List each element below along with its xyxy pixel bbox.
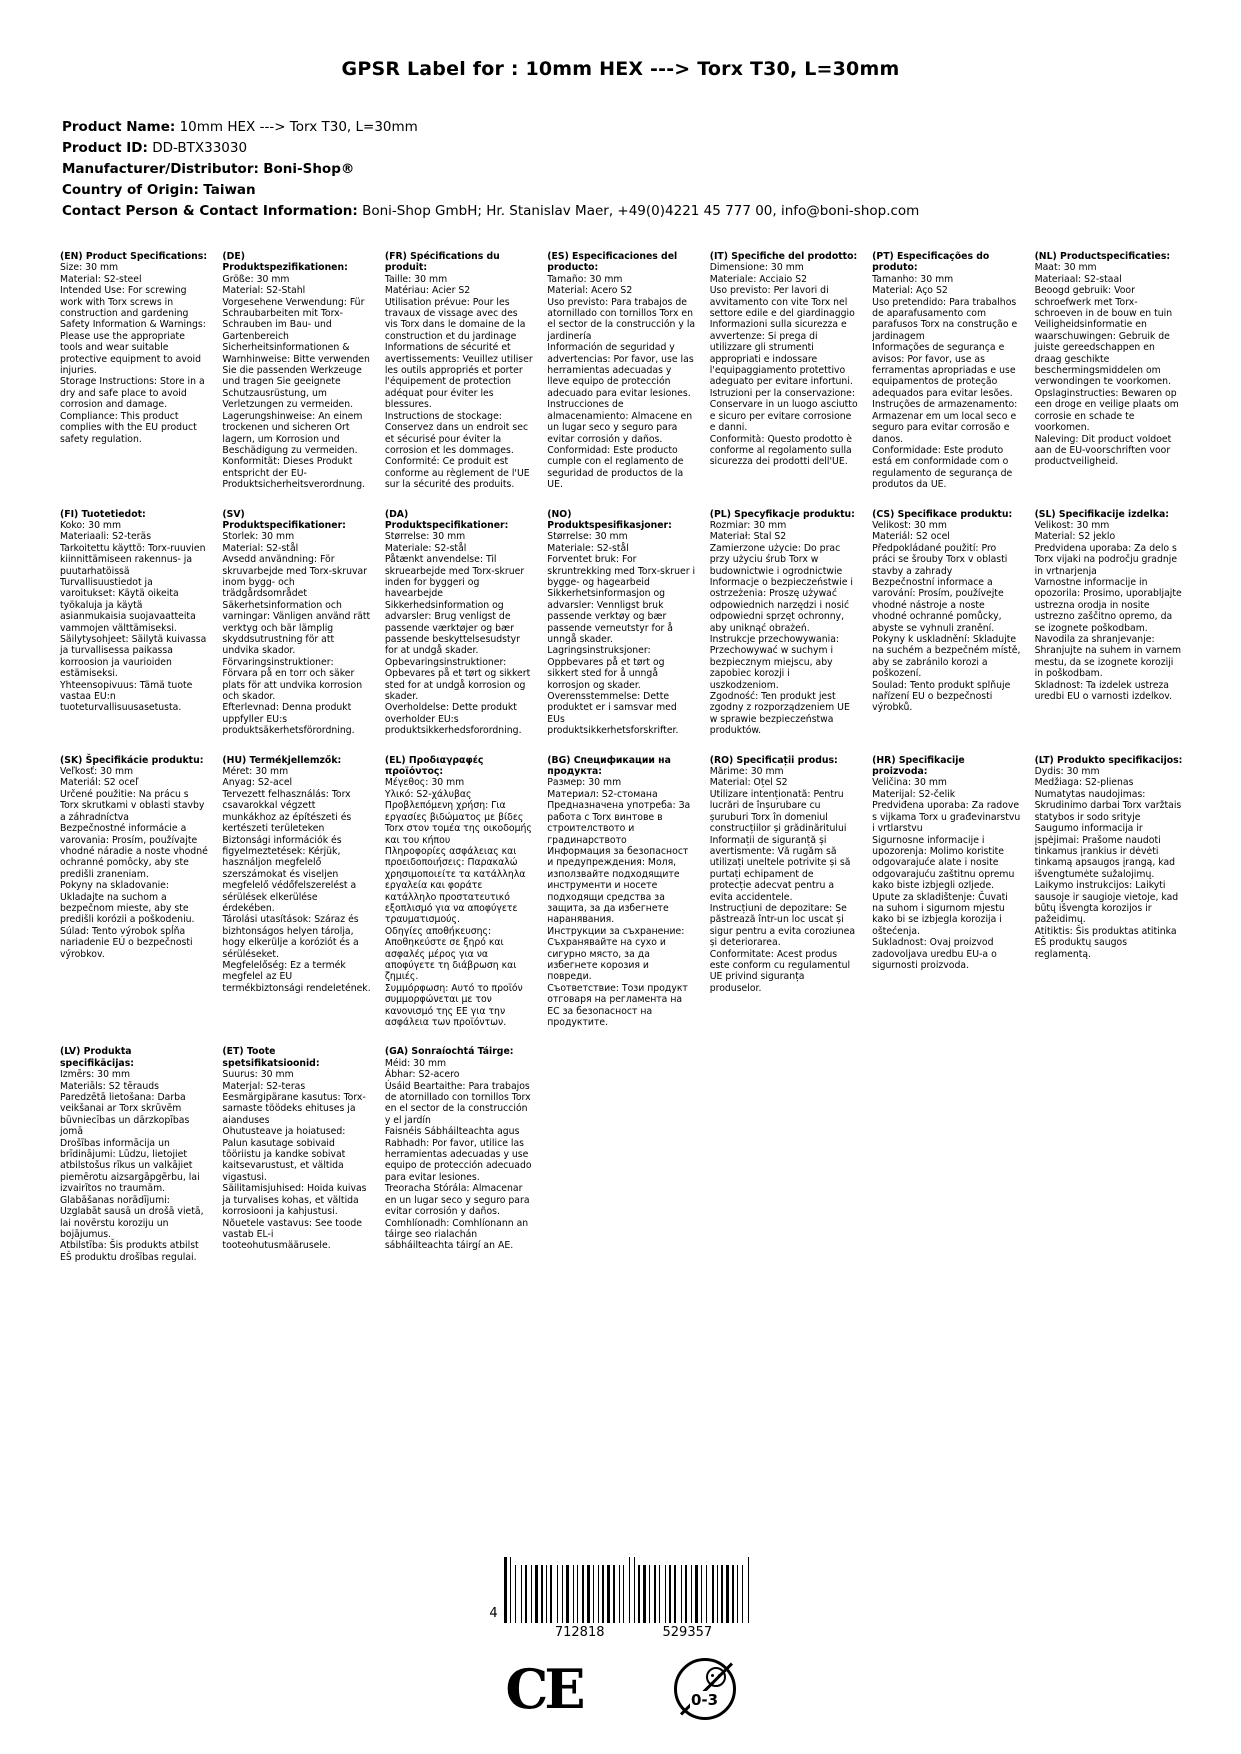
spec-paragraph: Rozmiar: 30 mm	[709, 519, 787, 531]
spec-column	[385, 1046, 533, 1263]
spec-paragraph: Opslaginstructies: Bewaren op een droge en veilige plaats om corrosie en schade te voorkomen.	[1034, 387, 1179, 434]
spec-column-body	[60, 766, 208, 960]
spec-column-body	[872, 777, 1020, 971]
spec-column	[222, 509, 370, 737]
spec-paragraph: Varnostne informacije in opozorila: Prosimo, uporabljajte ustrezna orodja in nosite ustrezno zaščitno opremo, da se izognete poškodbam.	[1034, 576, 1182, 634]
spec-paragraph: Förvaringsinstruktioner: Förvara på en torr och säker plats för att undvika korrosion och skador.	[222, 656, 363, 703]
spec-column-heading: (PL) Specyfikacje produktu:	[709, 508, 855, 520]
spec-column-heading: (HU) Termékjellemzők:	[222, 754, 342, 766]
spec-paragraph: Conformità: Questo prodotto è conforme al regolamento sulla sicurezza dei prodotti dell'UE.	[709, 433, 852, 468]
spec-column-body	[385, 1058, 533, 1252]
spec-column-heading: (FI) Tuotetiedot:	[60, 508, 146, 520]
spec-column-heading: (DE) Produktspezifikationen:	[222, 251, 348, 274]
compliance-symbols	[0, 1658, 1241, 1720]
barcode-bars	[504, 1565, 752, 1623]
spec-paragraph: Materiale: S2-stål	[547, 542, 629, 554]
spec-paragraph: Instrucțiuni de depozitare: Se păstrează într-un loc uscat și sigur pentru a evita coroziunea și deteriorarea.	[709, 902, 856, 949]
spec-column	[547, 251, 695, 491]
spec-paragraph: Navodila za shranjevanje: Shranjujte na suhem in varnem mestu, da se izognete koroziji in poškodbam.	[1034, 634, 1182, 680]
spec-paragraph: Instrucciones de almacenamiento: Almacene en un lugar seco y seguro para evitar corrosión y daños.	[547, 399, 693, 445]
spec-paragraph: Πληροφορίες ασφάλειας και προειδοποιήσεις: Παρακαλώ χρησιμοποιείτε τα κατάλληλα εργαλεία και φοράτε κατάλληλο προστατευτικό εξοπλισμό για να αποφύγετε τραυματισμούς.	[384, 845, 526, 926]
spec-column-heading: (PT) Especificações do produto:	[872, 251, 990, 274]
spec-column-heading: (IT) Specifiche del prodotto:	[709, 251, 858, 262]
spec-paragraph: Veľkosť: 30 mm	[60, 766, 134, 778]
spec-paragraph: Dydis: 30 mm	[1034, 766, 1100, 778]
spec-paragraph: Materjal: S2-teras	[222, 1080, 306, 1092]
spec-paragraph: Méret: 30 mm	[222, 766, 289, 778]
spec-column-heading: (GA) Sonraíochtá Táirge:	[384, 1046, 514, 1058]
spec-column-body	[60, 1069, 208, 1263]
spec-paragraph: Saugumo informacija ir įspėjimai: Prašome naudoti tinkamus įrankius ir dėvėti tinkamą apsaugos įrangą, kad išvengtumėte sužalojimų.	[1034, 823, 1176, 880]
meta-value: Taiwan	[203, 182, 256, 198]
spec-column	[385, 509, 533, 737]
spec-column-body	[710, 262, 858, 467]
meta-value: DD-BTX33030	[152, 140, 248, 156]
spec-column-heading: (EL) Προδιαγραφές προϊόντος:	[384, 754, 484, 778]
spec-column	[1035, 509, 1183, 737]
spec-paragraph: Compliance: This product complies with the EU product safety regulation.	[60, 410, 197, 445]
spec-paragraph: Материал: S2-стомана	[547, 788, 658, 800]
spec-paragraph: Predviđena uporaba: Za radove s vijkama Torx u građevinarstvu i vrtlarstvu	[872, 800, 1021, 835]
spec-column-body	[222, 531, 370, 736]
spec-paragraph: Sigurnosne informacije i upozorenja: Molimo koristite odgovarajuće alate i nosite odgovarajuću zaštitnu opremu kako biste izbjegli ozljede.	[872, 834, 1015, 892]
spec-paragraph: Tárolási utasítások: Száraz és bizhtonságos helyen tárolja, hogy elkerülje a koróziót és a sérüléseket.	[222, 914, 359, 960]
spec-paragraph: Material: Oțel S2	[709, 777, 788, 789]
spec-paragraph: Vorgesehene Verwendung: Für Schraubarbeiten mit Torx-Schrauben im Bau- und Gartenbereich	[222, 296, 365, 342]
spec-paragraph: Predvidena uporaba: Za delo s Torx vijaki na področju gradnje in vrtnarjenja	[1034, 542, 1178, 577]
spec-paragraph: Materiale: S2-stål	[384, 542, 467, 554]
meta-value: Boni-Shop GmbH; Hr. Stanislav Maer, +49(0)4221 45 777 00, info@boni-shop.com	[362, 203, 920, 219]
spec-column-heading: (SL) Specifikacije izdelka:	[1034, 508, 1169, 520]
spec-column	[710, 251, 858, 491]
spec-paragraph: Размер: 30 mm	[547, 777, 622, 789]
language-specifications-grid	[60, 251, 1183, 1263]
spec-column	[872, 755, 1020, 1029]
spec-paragraph: Yhteensopivuus: Tämä tuote vastaa EU:n tuoteturvallisuusasetusta.	[60, 679, 193, 714]
meta-row	[62, 118, 1183, 137]
meta-label: Country of Origin:	[62, 182, 199, 198]
product-meta-block	[62, 118, 1183, 221]
spec-paragraph: Uso previsto: Per lavori di avvitamento con vite Torx nel settore edile e del giardinaggio	[709, 285, 855, 320]
spec-paragraph: Materiāls: S2 tērauds	[60, 1080, 159, 1092]
spec-paragraph: Drošības informācija un brīdinājumi: Lūdzu, lietojiet atbilstošus rīkus un valkājiet piemērotu aizsargāpgērbu, lai izvairītos no traumām.	[60, 1137, 200, 1195]
spec-paragraph: Informazioni sulla sicurezza e avvertenze: Si prega di utilizzare gli strumenti appropriati e indossare l'equipaggiamento protettivo adeguato per evitare infortuni.	[709, 319, 853, 388]
age-warning-icon	[674, 1658, 736, 1720]
spec-paragraph: Skladnost: Ta izdelek ustreza uredbi EU o varnosti izdelkov.	[1034, 679, 1173, 703]
meta-row	[62, 181, 1183, 200]
spec-column	[1035, 755, 1183, 1029]
spec-column-heading: (LT) Produkto specifikacijos:	[1034, 754, 1183, 766]
spec-paragraph: Faisnéis Sábháilteachta agus Rabhadh: Por favor, utilice las herramientas adecuadas y use equipo de protección adecuado para evitar lesiones.	[384, 1126, 532, 1183]
spec-paragraph: Storlek: 30 mm	[222, 531, 295, 543]
spec-paragraph: Úsáid Beartaithe: Para trabajos de atornillado con tornillos Torx en el sector de la construcción y el jardín	[384, 1080, 531, 1126]
spec-paragraph: Material: S2 jeklo	[1034, 531, 1116, 543]
spec-paragraph: Izmērs: 30 mm	[60, 1069, 131, 1081]
spec-column-body	[222, 274, 370, 491]
spec-paragraph: Προβλεπόμενη χρήση: Για εργασίες βιδώματος με βίδες Torx στον τομέα της οικοδομής και του κήπου	[384, 800, 532, 846]
meta-label: Contact Person & Contact Information:	[62, 203, 358, 219]
meta-value: Boni-Shop®	[263, 161, 355, 177]
spec-paragraph: Storage Instructions: Store in a dry and safe place to avoid corrosion and damage.	[60, 376, 205, 411]
spec-column	[60, 251, 208, 491]
spec-paragraph: Utilizare intenționată: Pentru lucrări de înșurubare cu șuruburi Torx în domeniul construcțiilor și grădinăritului	[709, 788, 847, 835]
spec-column-heading: (NL) Productspecificaties:	[1034, 251, 1171, 262]
spec-paragraph: Turvallisuustiedot ja varoitukset: Käytä oikeita työkaluja ja käytä asianmukaisia suojavaatteita vammojen välttämiseksi.	[60, 576, 196, 634]
spec-paragraph: Sikkerhedsinformation og advarsler: Brug venligst de passende værktøjer og bær passende beskyttelsesudstyr for at undgå skader.	[384, 599, 520, 657]
spec-column-heading: (BG) Спецификации на продукта:	[547, 754, 671, 778]
spec-column-heading: (FR) Spécifications du produit:	[384, 251, 500, 274]
spec-paragraph: Lagringsinstruksjoner: Oppbevares på et tørt og sikkert sted for å unngå korrosjon og skader.	[547, 645, 665, 691]
spec-paragraph: Tervezett felhasználás: Torx csavarokkal végzett munkákhoz az építészeti és kertészeti területeken	[222, 788, 352, 835]
spec-paragraph: Μέγεθος: 30 mm	[384, 777, 465, 789]
spec-paragraph: Material: S2-Stahl	[222, 285, 306, 297]
spec-paragraph: Informations de sécurité et avertissements: Veuillez utiliser les outils appropriés et porter l'équipement de protection adéquat pour éviter les blessures.	[384, 342, 533, 411]
spec-paragraph: Instructions de stockage: Conservez dans un endroit sec et sécurisé pour éviter la corrosion et les dommages.	[384, 410, 529, 456]
spec-paragraph: Istruzioni per la conservazione: Conservare in un luogo asciutto e sicuro per evitare corrosione e danni.	[709, 387, 858, 434]
spec-paragraph: Størrelse: 30 mm	[547, 531, 628, 543]
spec-paragraph: Größe: 30 mm	[222, 273, 290, 285]
spec-column-body	[710, 766, 858, 994]
spec-paragraph: Medžiaga: S2-plienas	[1034, 777, 1134, 789]
spec-paragraph: Material: Acero S2	[547, 285, 633, 297]
spec-column-body	[222, 1069, 370, 1252]
spec-paragraph: Naleving: Dit product voldoet aan de EU-voorschriften voor productveiligheid.	[1034, 433, 1172, 468]
spec-column	[60, 1046, 208, 1263]
spec-paragraph: Soulad: Tento produkt splňuje nařízení EU o bezpečnosti výrobků.	[872, 679, 1011, 714]
spec-paragraph: Suurus: 30 mm	[222, 1069, 294, 1081]
spec-paragraph: Zamierzone użycie: Do prac przy użyciu śrub Torx w budownictwie i ogrodnictwie	[709, 542, 843, 577]
spec-paragraph: Maat: 30 mm	[1034, 262, 1097, 274]
spec-paragraph: Съответствие: Този продукт отговаря на регламента на ЕС за безопасност на продуктите.	[547, 982, 688, 1028]
spec-paragraph: Conformitate: Acest produs este conform cu regulamentul UE privind siguranța produselor.	[709, 948, 851, 994]
spec-column-body	[710, 520, 858, 737]
barcode-group-left: 712818	[554, 1625, 605, 1640]
spec-column-body	[222, 766, 370, 994]
spec-paragraph: Taille: 30 mm	[384, 273, 448, 285]
spec-paragraph: Materiał: Stal S2	[709, 531, 787, 543]
spec-paragraph: Opbevaringsinstruktioner: Opbevares på et tørt og sikkert sted for at undgå korrosion og skader.	[384, 656, 531, 703]
spec-paragraph: Materiál: S2 ocel	[872, 531, 950, 543]
spec-column-heading: (HR) Specifikacije proizvoda:	[872, 754, 965, 778]
spec-paragraph: Uso previsto: Para trabajos de atornillado con tornillos Torx en el sector de la construcción y la jardinería	[547, 296, 696, 342]
spec-paragraph: Informacje o bezpieczeństwie i ostrzeżenia: Proszę używać odpowiednich narzędzi i nosić odpowiedni sprzęt ochronny, aby uniknąć obrażeń.	[709, 576, 853, 634]
spec-paragraph: Conformidade: Este produto está em conformidade com o regulamento de segurança de produtos da UE.	[872, 444, 1013, 491]
spec-paragraph: Treoracha Stórála: Almacenar en un lugar seco y seguro para evitar corrosión y daños.	[384, 1183, 530, 1218]
spec-paragraph: Påtænkt anvendelse: Til skruearbejde med Torx-skruer inden for byggeri og havearbejde	[384, 554, 525, 600]
spec-column	[710, 755, 858, 1029]
spec-paragraph: Overholdelse: Dette produkt overholder EU:s produktsikkerhedsforordning.	[384, 702, 522, 737]
spec-column	[710, 509, 858, 737]
spec-column-body	[547, 777, 695, 1028]
spec-paragraph: Tarkoitettu käyttö: Torx-ruuvien kiinnittämiseen rakennus- ja puutarhatöissä	[60, 542, 206, 577]
spec-column-body	[547, 274, 695, 491]
spec-paragraph: Информация за безопасност и предупреждения: Моля, използвайте подходящите инструменти и носете подходящи средства за защита, за да избегнете наранявания.	[547, 845, 689, 926]
spec-paragraph: Laikymo instrukcijos: Laikyti sausoje ir saugioje vietoje, kad būtų išvengta korozijos ir pažeidimų.	[1034, 880, 1179, 926]
spec-paragraph: Sicherheitsinformationen & Warnhinweise: Bitte verwenden Sie die passenden Werkzeuge und tragen Sie geeignete Schutzausrüstung, um Verletzungen zu vermeiden.	[222, 342, 370, 411]
spec-column	[222, 251, 370, 491]
spec-paragraph: Konformität: Dieses Produkt entspricht der EU-Produktsicherheitsverordnung.	[222, 456, 366, 491]
spec-paragraph: Предназначена употреба: За работа с Torx винтове в строителството и градинарството	[547, 800, 691, 846]
barcode-lead-digit: 4	[489, 1606, 498, 1621]
spec-column	[60, 755, 208, 1029]
spec-paragraph: Инструкции за съхранение: Съхранявайте на сухо и сигурно място, за да избегнете корозия и повреди.	[547, 925, 685, 983]
spec-column-heading: (ES) Especificaciones del producto:	[547, 251, 678, 274]
barcode-group-right: 529357	[662, 1625, 713, 1640]
spec-paragraph: Bezpečnostní informace a varování: Prosím, používejte vhodné nástroje a noste vhodné ochranné pomůcky, abyste se vyhnuli zranění.	[872, 576, 1004, 634]
spec-paragraph: Velikost: 30 mm	[1034, 519, 1110, 531]
spec-paragraph: Méid: 30 mm	[384, 1057, 447, 1069]
meta-label: Manufacturer/Distributor:	[62, 161, 259, 177]
spec-paragraph: Megfelelőség: Ez a termék megfelel az EU termékbiztonsági rendeletének.	[222, 959, 371, 994]
spec-column-heading: (RO) Specificații produs:	[709, 754, 838, 766]
spec-paragraph: Conformité: Ce produit est conforme au règlement de l'UE sur la sécurité des produits.	[384, 456, 530, 491]
spec-paragraph: Veiligheidsinformatie en waarschuwingen: Gebruik de juiste gereedschappen en draag geschikte beschermingsmiddelen om verwondingen te voorkomen.	[1034, 319, 1172, 388]
spec-paragraph: Zgodność: Ten produkt jest zgodny z rozporządzeniem UE w sprawie bezpieczeństwa produktów.	[709, 691, 850, 737]
spec-column	[222, 755, 370, 1029]
spec-paragraph: Veličina: 30 mm	[872, 777, 947, 789]
age-warning-label: 0-3	[691, 1691, 719, 1709]
meta-row	[62, 202, 1183, 221]
meta-value: 10mm HEX ---> Torx T30, L=30mm	[179, 119, 418, 135]
spec-column	[547, 755, 695, 1029]
spec-column	[547, 509, 695, 737]
spec-paragraph: Numatytas naudojimas: Skrudinimo darbai Torx varžtais statybos ir sodo srityje	[1034, 788, 1182, 823]
spec-column	[872, 251, 1020, 491]
spec-paragraph: Lagerungshinweise: An einem trockenen und sicheren Ort lagern, um Korrosion und Beschädigung zu vermeiden.	[222, 410, 363, 456]
spec-paragraph: Intended Use: For screwing work with Torx screws in construction and gardening	[60, 285, 189, 320]
spec-paragraph: Overensstemmelse: Dette produktet er i samsvar med EUs produktsikkerhetsforskrifter.	[547, 691, 679, 737]
spec-column-body	[1035, 766, 1183, 960]
spec-paragraph: Anyag: S2-acel	[222, 777, 293, 789]
spec-paragraph: Størrelse: 30 mm	[384, 531, 466, 543]
spec-paragraph: Material: Aço S2	[872, 285, 948, 297]
spec-paragraph: Bezpečnostné informácie a varovania: Prosím, používajte vhodné náradie a noste vhodné ochranné pomôcky, aby ste predišli zraneniam.	[60, 823, 208, 880]
meta-label: Product Name:	[62, 119, 176, 135]
spec-paragraph: Avsedd användning: För skruvarbejde med Torx-skruvar inom bygg- och trädgårdsområdet	[222, 554, 367, 600]
spec-paragraph: Mărime: 30 mm	[709, 766, 784, 778]
spec-paragraph: Velikost: 30 mm	[872, 519, 947, 531]
spec-paragraph: Conformidad: Este producto cumple con el reglamento de seguridad de productos de la UE.	[547, 444, 684, 491]
spec-paragraph: Materijal: S2-čelik	[872, 788, 956, 800]
spec-paragraph: Upute za skladištenje: Čuvati na suhom i sigurnom mjestu kako bi se izbjegla korozija i oštećenja.	[872, 891, 1008, 937]
spec-paragraph: Säkerhetsinformation och varningar: Vänligen använd rätt verktyg och bär lämplig skyddsutrustning för att undvika skador.	[222, 599, 371, 657]
spec-paragraph: Tamanho: 30 mm	[872, 273, 954, 285]
spec-paragraph: Ohutusteave ja hoiatused: Palun kasutage sobivaid tööriistu ja kandke sobivat kaitsevarustust, et vältida vigastusi.	[222, 1126, 346, 1183]
spec-paragraph: Materiaal: S2-staal	[1034, 273, 1122, 285]
spec-paragraph: Glabāšanas norādījumi: Uzglabāt sausā un drošā vietā, lai novērstu koroziju un bojājumus.	[60, 1194, 204, 1240]
spec-column-heading: (ET) Toote spetsifikatsioonid:	[222, 1046, 320, 1069]
spec-paragraph: Materiál: S2 oceľ	[60, 777, 139, 789]
spec-paragraph: Beoogd gebruik: Voor schroefwerk met Torx-schroeven in de bouw en tuin	[1034, 285, 1173, 320]
spec-paragraph: Efterlevnad: Denna produkt uppfyller EU:s produktsäkerhetsförordning.	[222, 702, 355, 737]
spec-paragraph: Biztonsági információk és figyelmeztetések: Kérjük, használjon megfelelő szerszámokat és viseljen megfelelő védőfelszerelést a sérülések elkerülése érdekében.	[222, 834, 357, 914]
spec-paragraph: Informações de segurança e avisos: Por favor, use as ferramentas apropriadas e use equipamentos de proteção adequados para evitar lesões.	[872, 342, 1016, 399]
page-title: GPSR Label for : 10mm HEX ---> Torx T30, L=30mm	[341, 58, 900, 80]
spec-paragraph: Dimensione: 30 mm	[709, 262, 804, 274]
spec-paragraph: Ábhar: S2-acero	[384, 1069, 460, 1081]
spec-paragraph: Paredzētā lietošana: Darba veikšanai ar Torx skrūvēm būvniecības un dārzkopības jomā	[60, 1092, 190, 1138]
spec-column	[60, 509, 208, 737]
spec-paragraph: Υλικό: S2-χάλυβας	[384, 788, 472, 800]
spec-paragraph: Instrukcje przechowywania: Przechowywać w suchym i bezpiecznym miejscu, aby zapobiec korozji i uszkodzeniom.	[709, 634, 840, 691]
barcode-numbers	[0, 1625, 1241, 1640]
spec-column-heading: (CS) Specifikace produktu:	[872, 508, 1013, 520]
spec-paragraph: Koko: 30 mm	[60, 519, 122, 531]
spec-paragraph: Materiale: Acciaio S2	[709, 273, 808, 285]
spec-column-body	[1035, 262, 1183, 467]
spec-paragraph: Uso pretendido: Para trabalhos de aparafusamento com parafusos Torx na construção e jardinagem	[872, 296, 1018, 342]
spec-column-heading: (DA) Produktspecifikationer:	[384, 508, 509, 531]
spec-column-body	[872, 274, 1020, 491]
meta-row	[62, 160, 1183, 179]
spec-column	[385, 755, 533, 1029]
spec-paragraph: Atbilstība: Šis produkts atbilst EŠ produktu drošības regulai.	[60, 1240, 199, 1263]
spec-column	[872, 509, 1020, 737]
spec-column-body	[547, 531, 695, 736]
spec-paragraph: Utilisation prévue: Pour les travaux de vissage avec des vis Torx dans le domaine de la construction et du jardinage	[384, 296, 526, 342]
ce-mark-icon: CE	[505, 1657, 582, 1721]
spec-column-heading: (EN) Product Specifications:	[60, 251, 208, 262]
spec-paragraph: Tamaño: 30 mm	[547, 273, 623, 285]
spec-paragraph: Materiaali: S2-teräs	[60, 531, 152, 543]
spec-paragraph: Safety Information & Warnings: Please use the appropriate tools and wear suitable protective equipment to avoid injuries.	[60, 319, 206, 377]
spec-column-body	[385, 531, 533, 736]
meta-label: Product ID:	[62, 140, 148, 156]
spec-paragraph: Συμμόρφωση: Αυτό το προϊόν συμμορφώνεται με τον κανονισμό της ΕΕ για την ασφάλεια των προϊόντων.	[384, 982, 523, 1028]
spec-column	[385, 251, 533, 491]
spec-paragraph: Säilitamisjuhised: Hoida kuivas ja turvalises kohas, et vältida korrosiooni ja kahjustusi.	[222, 1183, 367, 1218]
spec-column-body	[60, 520, 208, 714]
spec-paragraph: Säilytysohjeet: Säilytä kuivassa ja turvallisessa paikassa korroosion ja vaurioiden estämiseksi.	[60, 634, 207, 680]
spec-paragraph: Instruções de armazenamento: Armazenar em um local seco e seguro para evitar corrosão e danos.	[872, 399, 1018, 445]
spec-column-heading: (SK) Špecifikácie produktu:	[60, 754, 204, 766]
spec-paragraph: Matériau: Acier S2	[384, 285, 471, 297]
barcode-area	[0, 1565, 1241, 1720]
barcode	[489, 1565, 751, 1623]
spec-paragraph: Súlad: Tento výrobok spĺňa nariadenie EÚ o bezpečnosti výrobkov.	[60, 925, 193, 960]
spec-column-heading: (SV) Produktspecifikationer:	[222, 508, 346, 531]
spec-paragraph: Forventet bruk: For skruntrekking med Torx-skruer i bygge- og hagearbeid	[547, 554, 696, 588]
spec-paragraph: Atitiktis: Šis produktas atitinka EŠ produktų saugos reglamentą.	[1034, 925, 1177, 960]
spec-column-body	[385, 777, 533, 1028]
spec-paragraph: Pokyny na skladovanie: Ukladajte na suchom a bezpečnom mieste, aby ste predišli korózii a poškodeniu.	[60, 880, 195, 926]
spec-column-body	[872, 520, 1020, 714]
spec-paragraph: Comhlíonadh: Comhlíonann an táirge seo rialachán sábháilteachta táirgí an AE.	[384, 1217, 529, 1252]
spec-paragraph: Pokyny k uskladnění: Skladujte na suchém a bezpečném místě, aby se zabránilo korozi a poškození.	[872, 634, 1021, 680]
spec-paragraph: Información de seguridad y advertencias: Por favor, use las herramientas adecuadas y lleve equipo de protección adecuado para evitar lesiones.	[547, 342, 694, 399]
spec-column	[222, 1046, 370, 1263]
spec-column-body	[385, 274, 533, 491]
spec-paragraph: Size: 30 mm	[60, 262, 119, 274]
spec-column-body	[1035, 520, 1183, 703]
spec-column-heading: (LV) Produkta specifikācijas:	[60, 1046, 134, 1069]
spec-paragraph: Nõuetele vastavus: See toode vastab EL-i tooteohutusmäärusele.	[222, 1217, 362, 1252]
spec-paragraph: Určené použitie: Na prácu s Torx skrutkami v oblasti stavby a záhradníctva	[60, 788, 205, 823]
spec-paragraph: Οδηγίες αποθήκευσης: Αποθηκεύστε σε ξηρό και ασφαλές μέρος για να αποφύγετε τη διάβρωση και ζημιές.	[384, 925, 517, 983]
meta-row	[62, 139, 1183, 158]
spec-paragraph: Informații de siguranță și avertismente: Vă rugăm să utilizați uneltele potrivite și să purtați echipament de protecție adecvat pentru a evita accidentele.	[709, 834, 851, 903]
spec-paragraph: Sikkerhetsinformasjon og advarsler: Vennligst bruk passende verktøy og bær passende verneutstyr for å unngå skader.	[547, 588, 673, 645]
spec-paragraph: Předpokládané použití: Pro práci se šrouby Torx v oblasti stavby a zahrady	[872, 542, 1008, 577]
spec-column-heading: (NO) Produktspesifikasjoner:	[547, 508, 672, 531]
spec-column-body	[60, 262, 208, 445]
spec-paragraph: Eesmärgipärane kasutus: Torx-sarnaste töödeks ehituses ja aianduses	[222, 1092, 366, 1126]
spec-column	[1035, 251, 1183, 491]
spec-paragraph: Material: S2-steel	[60, 273, 142, 285]
spec-paragraph: Sukladnost: Ovaj proizvod zadovoljava uredbu EU-a o sigurnosti proizvoda.	[872, 937, 997, 971]
spec-paragraph: Material: S2-stål	[222, 542, 299, 554]
